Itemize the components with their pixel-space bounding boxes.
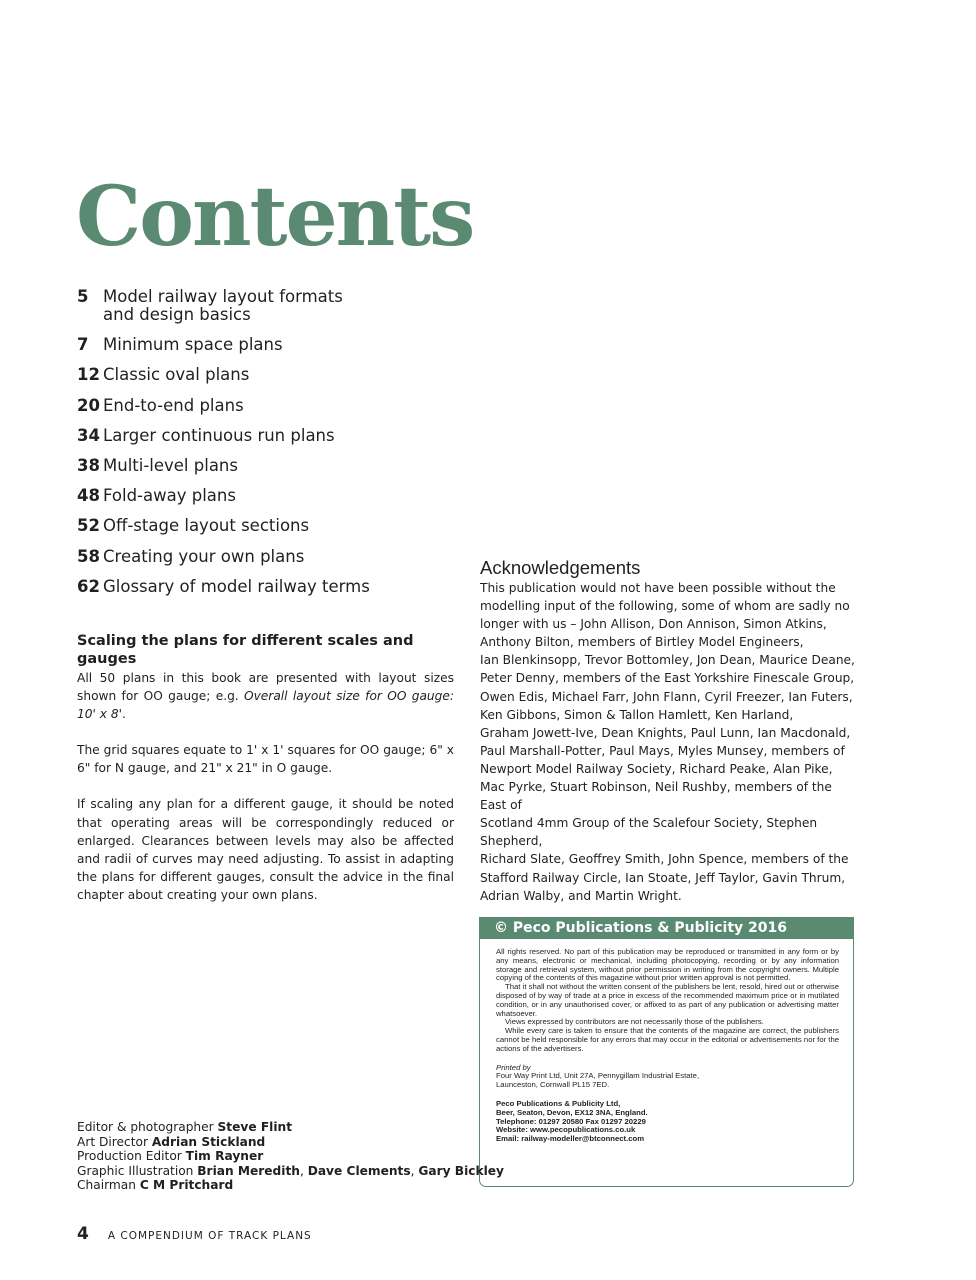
- acknowledgements-text: This publication would not have been possible without the modelling input of the following, some of whom are sadly no longer with us – John Allison, Don Annison, Simon Atkins, Anthony Bilton, members of Birtley Model Engineers, Ian Blenkinsopp, Trevor Bottomley, Jon Dean, Maurice Deane, Peter Denny, members of the East Yorkshire Finescale Group, Owen Edis, Michael Farr, John Flann, Cyril Freezer, Ian Futers, Ken Gibbons, Simon & Tallon Hamlett, Ken Harland, Graham Jowett-Ive, Dean Knights, Paul Lunn, Ian Macdonald, Paul Marshall-Potter, Paul Mays, Myles Munsey, members of Newport Model Railway Society, Richard Peake, Alan Pike, Mac Pyrke, Stuart Robinson, Neil Rushby, members of the East of Scotland 4mm Group of the Scalefour Society, Stephen Shepherd, Richard Slate, Geoffrey Smith, John Spence, members of the Stafford Railway Circle, Ian Stoate, Jeff Taylor, Gavin Thrum, Adrian Walby, and Martin Wright.: [480, 581, 855, 903]
- credit-line: Art Director Adrian Stickland: [77, 1134, 266, 1149]
- credit-line: Chairman C M Pritchard: [77, 1178, 234, 1193]
- toc-item[interactable]: [77, 548, 477, 566]
- scaling-section: [77, 632, 454, 922]
- publisher-info: Peco Publications & Publicity Ltd, Beer, Seaton, Devon, EX12 3NA, England. Telephone: 01297 20580 Fax 01297 20229 Website: www.pecopublications.co.uk Email: railway-modeller@btconnect.com: [496, 1098, 648, 1144]
- acknowledgements-heading: Acknowledgements: [480, 557, 641, 578]
- staff-credits: [77, 1120, 504, 1193]
- toc-item[interactable]: [77, 457, 477, 475]
- toc-label: Fold-away plans: [103, 486, 236, 506]
- toc-page-number: 38: [77, 455, 100, 475]
- credit-line: Graphic Illustration Brian Meredith, Dave Clements, Gary Bickley: [77, 1163, 504, 1178]
- page-number: 4: [77, 1224, 89, 1244]
- page-title: Contents: [76, 169, 474, 265]
- toc-item[interactable]: [77, 397, 477, 415]
- toc-page-number: 48: [77, 486, 100, 506]
- running-title: A COMPENDIUM OF TRACK PLANS: [107, 1230, 312, 1242]
- toc-label: Larger continuous run plans: [103, 425, 335, 445]
- scaling-heading: Scaling the plans for different scales and gauges: [77, 633, 414, 667]
- toc-label: Model railway layout formats and design basics: [103, 287, 343, 324]
- toc-label: Multi-level plans: [103, 455, 238, 475]
- toc-item[interactable]: [77, 288, 477, 324]
- copyright-paragraph: Views expressed by contributors are not necessarily those of the publishers.: [505, 1017, 764, 1027]
- toc-label: Glossary of model railway terms: [103, 576, 370, 596]
- copyright-header: © Peco Publications & Publicity 2016: [480, 918, 853, 939]
- printer-info: Printed by Four Way Print Ltd, Unit 27A, Pennygillam Industrial Estate, Launceston, Cornwall PL15 7ED.: [496, 1062, 700, 1090]
- toc-label: Minimum space plans: [103, 335, 283, 355]
- acknowledgements-section: [480, 557, 860, 905]
- scaling-paragraph: The grid squares equate to 1' x 1' squares for OO gauge; 6" x 6" for N gauge, and 21" x 21" in O gauge.: [77, 743, 454, 776]
- scaling-paragraph: All 50 plans in this book are presented with layout sizes shown for OO gauge; e.g. Overall layout size for OO gauge: 10' x 8'.: [77, 671, 454, 722]
- page-footer: [77, 1224, 312, 1244]
- copyright-paragraph: That it shall not without the written consent of the publishers be lent, resold, hired out or otherwise disposed of by way of trade at a price in excess of the recommended maximum price or in mutilated condition, or in any unauthorised cover, or affixed to as part of any publication or advertising matter whatsoever.: [496, 982, 839, 1018]
- toc-item[interactable]: [77, 336, 477, 354]
- credit-line: Production Editor Tim Rayner: [77, 1149, 264, 1164]
- copyright-paragraph: All rights reserved. No part of this publication may be reproduced or transmitted in any form or by any means, electronic or mechanical, including photocopying, recording or by any information storage and retrieval system, without prior permission in writing from the copyright owners. Multiple copying of the contents of this magazine without prior written approval is not permitted.: [496, 947, 839, 983]
- copyright-box: [479, 917, 854, 1187]
- toc-page-number: 12: [77, 365, 100, 385]
- toc-page-number: 34: [77, 425, 100, 445]
- toc-label: End-to-end plans: [103, 395, 244, 415]
- contents-list: [77, 288, 477, 608]
- copyright-paragraph: While every care is taken to ensure that the contents of the magazine are correct, the publishers cannot be held responsible for any errors that may occur in the editorial or advertisements nor for the actions of the advertisers.: [496, 1026, 839, 1053]
- toc-page-number: 5: [77, 287, 89, 306]
- toc-label: Creating your own plans: [103, 546, 305, 566]
- toc-item[interactable]: [77, 427, 477, 445]
- toc-item[interactable]: [77, 578, 477, 596]
- credit-line: Editor & photographer Steve Flint: [77, 1120, 293, 1134]
- toc-label: Classic oval plans: [103, 365, 250, 385]
- toc-page-number: 7: [77, 335, 89, 355]
- toc-item[interactable]: [77, 366, 477, 384]
- toc-item[interactable]: [77, 517, 477, 535]
- scaling-paragraph: If scaling any plan for a different gauge, it should be noted that operating areas will be correspondingly reduced or enlarged. Clearances between levels may also be affected and radii of curves may need adjusting. To assist in adapting the plans for different gauges, consult the advice in the final chapter about creating your own plans.: [77, 797, 454, 902]
- toc-page-number: 52: [77, 516, 100, 536]
- toc-label: Off-stage layout sections: [103, 516, 310, 536]
- copyright-body: [480, 939, 853, 1144]
- toc-page-number: 62: [77, 576, 100, 596]
- toc-item[interactable]: [77, 487, 477, 505]
- toc-page-number: 20: [77, 395, 100, 415]
- toc-page-number: 58: [77, 546, 100, 566]
